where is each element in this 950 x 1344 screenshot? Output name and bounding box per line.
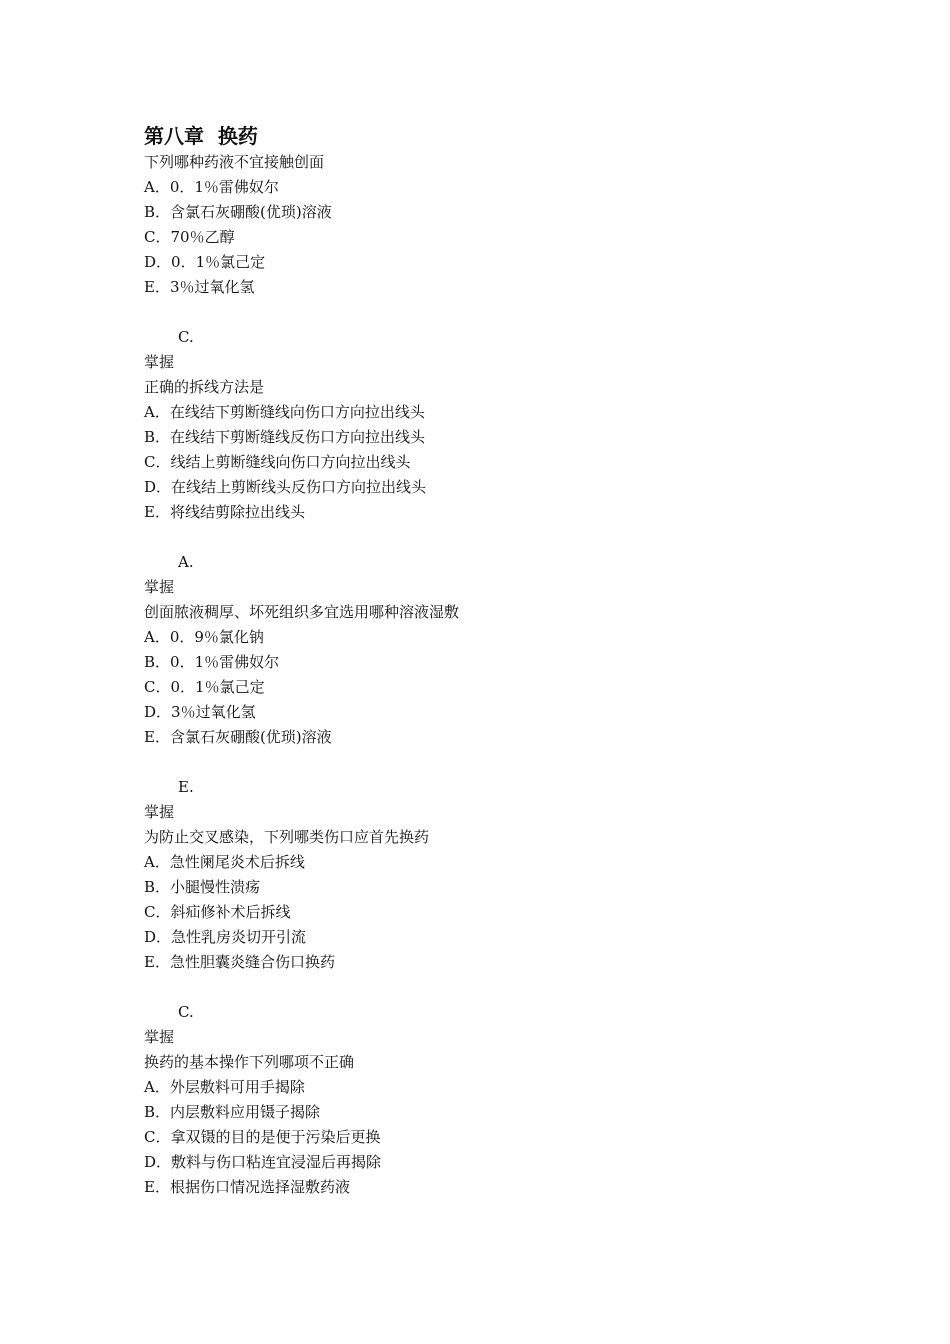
question-stem: 换药的基本操作下列哪项不正确 <box>144 1053 355 1071</box>
spacer <box>144 975 844 1000</box>
option-e: E．3％过氧化氢 <box>144 278 255 296</box>
mastery-level: 掌握 <box>144 1028 175 1046</box>
answer: E. <box>178 778 194 796</box>
answer: C. <box>178 1003 194 1021</box>
option-d: D．0．1％氯己定 <box>144 253 266 271</box>
option-e: E．急性胆囊炎缝合伤口换药 <box>144 953 335 971</box>
question-stem: 下列哪种药液不宜接触创面 <box>144 153 325 171</box>
option-d: D．敷料与伤口粘连宜浸湿后再揭除 <box>144 1153 382 1171</box>
question-2 <box>144 375 844 600</box>
question-5 <box>144 1050 844 1200</box>
option-b: B．小腿慢性溃疡 <box>144 878 261 896</box>
question-1 <box>144 150 844 375</box>
option-d: D．在线结上剪断线头反伤口方向拉出线头 <box>144 478 427 496</box>
question-stem: 为防止交叉感染，下列哪类伤口应首先换药 <box>144 828 430 846</box>
option-c: C．斜疝修补术后拆线 <box>144 903 291 921</box>
mastery-level: 掌握 <box>144 803 175 821</box>
answer: C. <box>178 328 194 346</box>
spacer <box>144 525 844 550</box>
option-a: A．0．1％雷佛奴尔 <box>144 178 279 196</box>
option-d: D．3％过氧化氢 <box>144 703 256 721</box>
question-4 <box>144 825 844 1050</box>
option-c: C．拿双镊的目的是便于污染后更换 <box>144 1128 381 1146</box>
option-c: C．70％乙醇 <box>144 228 235 246</box>
option-a: A．在线结下剪断缝线向伤口方向拉出线头 <box>144 403 425 421</box>
mastery-level: 掌握 <box>144 578 175 596</box>
question-3 <box>144 600 844 825</box>
option-a: A．0．9％氯化钠 <box>144 628 264 646</box>
option-c: C．0．1％氯己定 <box>144 678 265 696</box>
option-c: C．线结上剪断缝线向伤口方向拉出线头 <box>144 453 411 471</box>
mastery-level: 掌握 <box>144 353 175 371</box>
answer: A. <box>178 553 194 571</box>
option-b: B．含氯石灰硼酸(优琐)溶液 <box>144 203 332 221</box>
option-a: A．外层敷料可用手揭除 <box>144 1078 305 1096</box>
question-stem: 正确的拆线方法是 <box>144 378 265 396</box>
question-stem: 创面脓液稠厚、坏死组织多宜选用哪种溶液湿敷 <box>144 603 460 621</box>
option-b: B．在线结下剪断缝线反伤口方向拉出线头 <box>144 428 426 446</box>
option-a: A．急性阑尾炎术后拆线 <box>144 853 305 871</box>
spacer <box>144 750 844 775</box>
option-d: D．急性乳房炎切开引流 <box>144 928 307 946</box>
option-b: B．内层敷料应用镊子揭除 <box>144 1103 321 1121</box>
option-e: E．将线结剪除拉出线头 <box>144 503 305 521</box>
spacer <box>144 300 844 325</box>
document-page <box>144 122 844 1200</box>
option-e: E．含氯石灰硼酸(优琐)溶液 <box>144 728 332 746</box>
option-e: E．根据伤口情况选择湿敷药液 <box>144 1178 350 1196</box>
option-b: B．0．1％雷佛奴尔 <box>144 653 280 671</box>
chapter-title: 第八章 换药 <box>144 124 258 148</box>
